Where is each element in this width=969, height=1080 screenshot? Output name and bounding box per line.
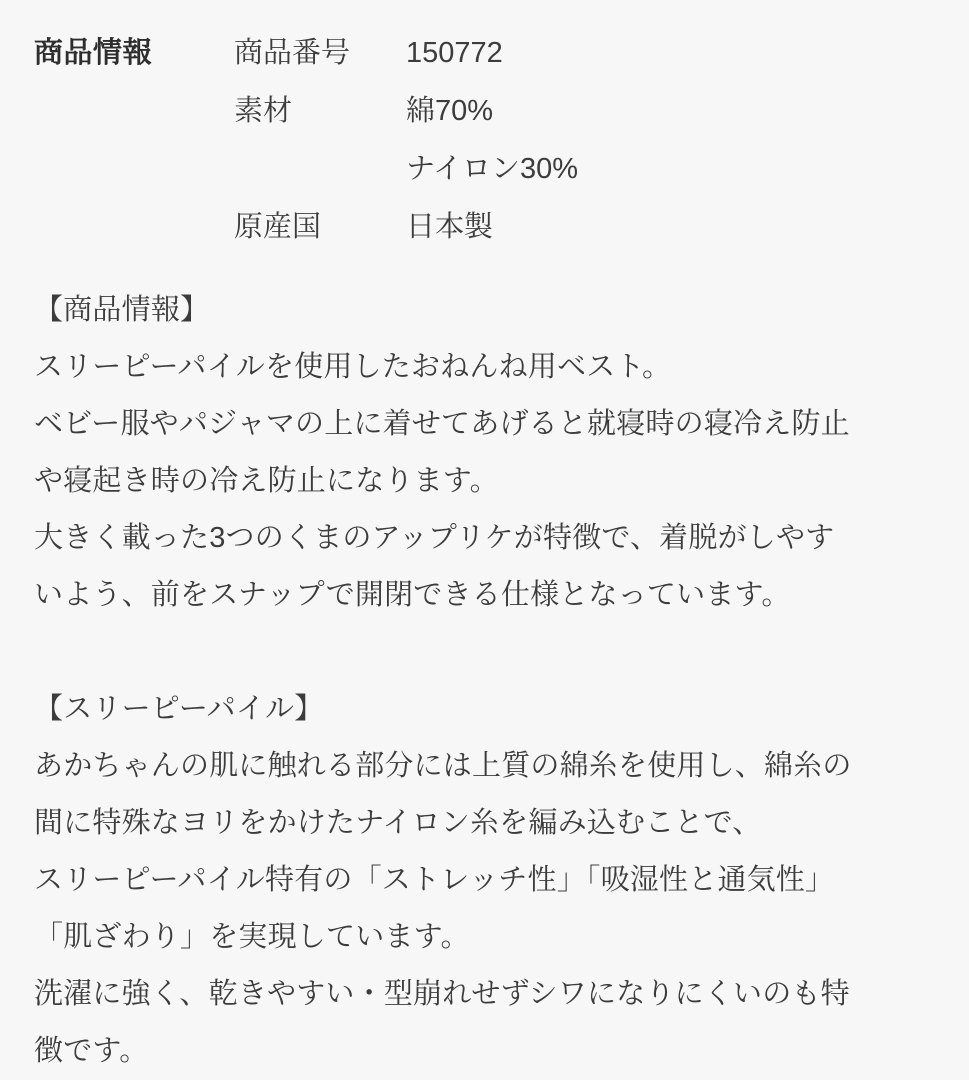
spec-key-origin: 原産国 (234, 211, 322, 243)
section-heading: 【商品情報】 (34, 294, 210, 326)
section-line: スリーピーパイルを使用したおねんね用ベスト。 (34, 351, 672, 383)
spec-table-title: 商品情報 (34, 37, 153, 69)
spec-key-material: 素材 (234, 95, 293, 127)
product-spec-table (34, 24, 578, 256)
spec-value-material-nylon: ナイロン30% (406, 153, 579, 185)
section-line: 徴です。 (34, 1035, 149, 1067)
section-line: 間に特殊なヨリをかけたナイロン糸を編み込むことで、 (34, 807, 762, 839)
section-line: 大きく載った3つのくまのアップリケが特徴で、着脱がしやす (34, 522, 835, 554)
section-line: 「肌ざわり」を実現しています。 (34, 921, 470, 953)
spec-key-material-continued (234, 140, 406, 198)
spec-value-origin: 日本製 (406, 211, 494, 243)
spec-key-product-number: 商品番号 (234, 37, 351, 69)
paragraph-spacer (34, 624, 939, 681)
spec-value-product-number: 150772 (406, 37, 503, 69)
section-line: あかちゃんの肌に触れる部分には上質の綿糸を使用し、綿糸の (34, 750, 852, 782)
section-heading: 【スリーピーパイル】 (34, 693, 324, 725)
section-line: や寝起き時の冷え防止になります。 (34, 465, 499, 497)
table-row (34, 24, 578, 82)
section-line: いよう、前をスナップで開閉できる仕様となっています。 (34, 579, 791, 611)
section-line: ベビー服やパジャマの上に着せてあげると就寝時の寝冷え防止 (34, 408, 850, 440)
section-line: 洗濯に強く、乾きやすい・型崩れせずシワになりにくいのも特 (34, 978, 850, 1010)
section-product-info (34, 282, 939, 624)
product-description (34, 282, 939, 1080)
section-line: スリーピーパイル特有の「ストレッチ性」「吸湿性と通気性」 (34, 864, 835, 896)
section-sleepy-pile (34, 681, 939, 1080)
spec-value-material-cotton: 綿70% (406, 95, 494, 127)
